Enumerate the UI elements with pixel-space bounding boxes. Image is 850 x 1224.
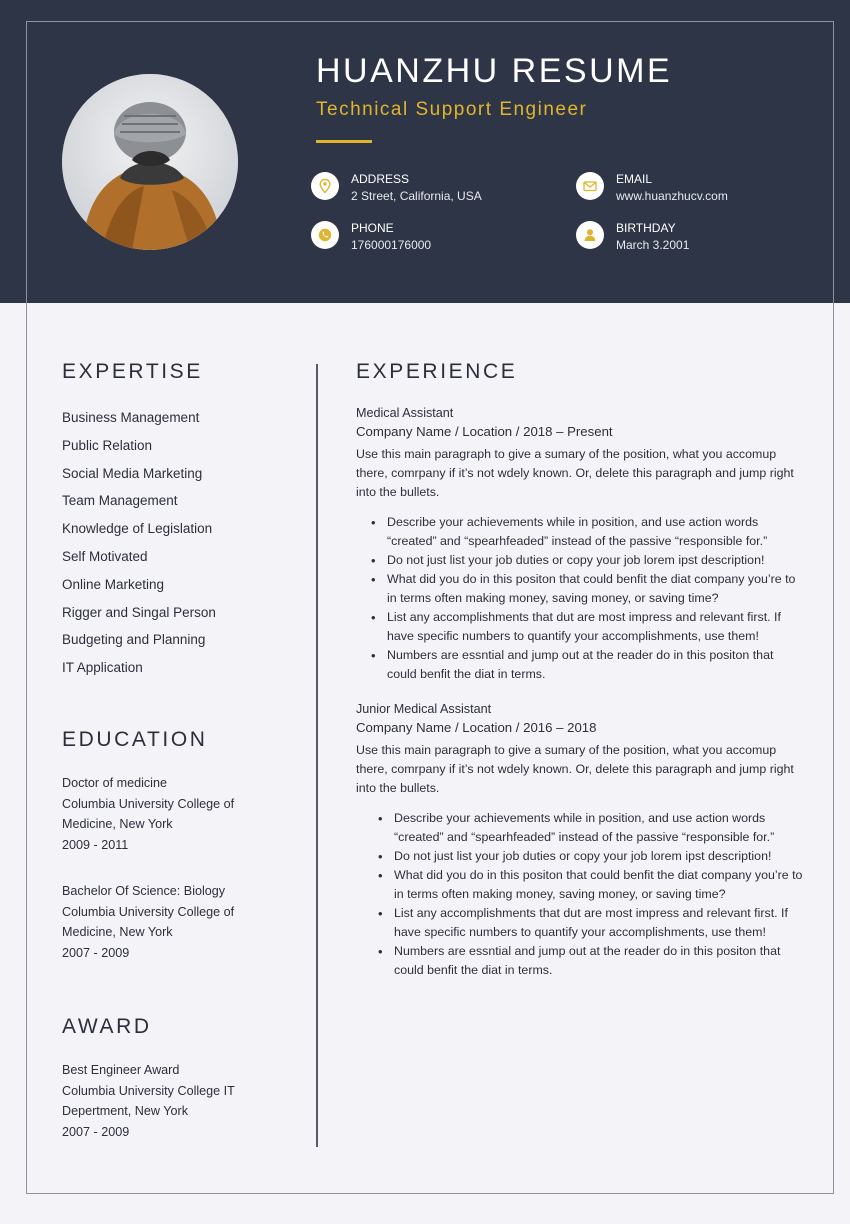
education-school-location: Medicine, New York bbox=[62, 817, 173, 831]
education-entry bbox=[62, 773, 297, 855]
phone-value: 176000176000 bbox=[351, 238, 432, 252]
location-pin-icon bbox=[311, 172, 339, 200]
job-position: Junior Medical Assistant bbox=[356, 702, 492, 716]
award-section bbox=[62, 1015, 297, 1142]
address-label: ADDRESS bbox=[351, 172, 410, 186]
email-value[interactable]: www.huanzhucv.com bbox=[616, 189, 728, 203]
experience-job bbox=[356, 700, 806, 980]
job-bullet: • Do not just list your job duties or copy your job lorem ipst description! bbox=[387, 551, 803, 570]
job-bullets bbox=[387, 513, 803, 684]
job-bullet: • Describe your achievements while in position, and use action words “created” and “spearhfeaded” instead of the passive “responsible for.” bbox=[394, 809, 803, 847]
job-bullet: • What did you do in this positon that could benfit the diat company you’re to in terms often making money, saving money, or saving time? bbox=[387, 570, 803, 608]
email-label: EMAIL bbox=[616, 172, 653, 186]
envelope-icon bbox=[576, 172, 604, 200]
address-value: 2 Street, California, USA bbox=[351, 189, 482, 203]
job-bullet: • Numbers are essntial and jump out at the reader do in this positon that could benfit the diat in terms. bbox=[394, 942, 803, 980]
job-company-line: Company Name / Location / 2018 – Present bbox=[356, 424, 613, 439]
experience-job bbox=[356, 404, 806, 684]
expertise-section bbox=[62, 360, 297, 682]
award-name: Best Engineer Award bbox=[62, 1063, 180, 1077]
education-degree: Bachelor Of Science: Biology bbox=[62, 884, 226, 898]
job-bullet: • What did you do in this positon that could benfit the diat company you’re to in terms often making money, saving money, or saving time? bbox=[394, 866, 803, 904]
expertise-item: Public Relation bbox=[62, 437, 153, 453]
expertise-item: Business Management bbox=[62, 410, 200, 425]
job-bullet: • List any accomplishments that dut are most impress and relevant first. If have specific numbers to quantify your accomplishments, use them! bbox=[387, 608, 803, 646]
education-school-location: Medicine, New York bbox=[62, 925, 173, 939]
experience-heading: EXPERIENCE bbox=[356, 360, 518, 383]
education-years: 2007 - 2009 bbox=[62, 945, 130, 960]
expertise-item: Social Media Marketing bbox=[62, 465, 203, 481]
expertise-list bbox=[62, 404, 297, 682]
job-title: Technical Support Engineer bbox=[316, 99, 588, 120]
award-school: Columbia University College IT bbox=[62, 1083, 235, 1098]
contact-address bbox=[311, 171, 482, 205]
experience-section bbox=[356, 360, 806, 980]
job-bullets bbox=[394, 809, 803, 980]
expertise-item: Team Management bbox=[62, 493, 178, 509]
expertise-item: Online Marketing bbox=[62, 576, 165, 592]
contact-birthday bbox=[576, 220, 689, 254]
person-icon bbox=[576, 221, 604, 249]
job-bullet: • Numbers are essntial and jump out at the reader do in this positon that could benfit the diat in terms. bbox=[387, 646, 803, 684]
job-summary: Use this main paragraph to give a sumary of the position, what you accomup there, comrpany if it’s not wdely known. Or, delete this paragraph and jump right into the bullets. bbox=[356, 743, 794, 795]
education-entry bbox=[62, 881, 297, 963]
education-heading: EDUCATION bbox=[62, 728, 208, 751]
birthday-value: March 3.2001 bbox=[616, 238, 690, 252]
education-school: Columbia University College of bbox=[62, 796, 235, 811]
column-divider bbox=[316, 364, 318, 1147]
title-underline bbox=[316, 140, 372, 143]
job-bullet: • Describe your achievements while in position, and use action words “created” and “spearhfeaded” instead of the passive “responsible for.” bbox=[387, 513, 803, 551]
job-company-line: Company Name / Location / 2016 – 2018 bbox=[356, 720, 597, 735]
job-position: Medical Assistant bbox=[356, 406, 454, 420]
expertise-heading: EXPERTISE bbox=[62, 360, 203, 383]
award-entry bbox=[62, 1060, 297, 1142]
award-heading: AWARD bbox=[62, 1015, 152, 1038]
contact-phone bbox=[311, 220, 431, 254]
phone-icon bbox=[311, 221, 339, 249]
expertise-item: Budgeting and Planning bbox=[62, 632, 206, 648]
job-bullet: • List any accomplishments that dut are most impress and relevant first. If have specific numbers to quantify your accomplishments, use them! bbox=[394, 904, 803, 942]
job-bullet: • Do not just list your job duties or copy your job lorem ipst description! bbox=[394, 847, 803, 866]
resume-name: HUANZHU RESUME bbox=[316, 52, 673, 90]
education-school: Columbia University College of bbox=[62, 904, 235, 919]
award-school-location: Depertment, New York bbox=[62, 1104, 188, 1118]
contact-email bbox=[576, 171, 728, 205]
education-years: 2009 - 2011 bbox=[62, 837, 129, 852]
award-years: 2007 - 2009 bbox=[62, 1124, 130, 1139]
expertise-item: Rigger and Singal Person bbox=[62, 604, 216, 620]
birthday-label: BIRTHDAY bbox=[616, 221, 676, 235]
education-section bbox=[62, 728, 297, 963]
job-summary: Use this main paragraph to give a sumary of the position, what you accomup there, comrpany if it’s not wdely known. Or, delete this paragraph and jump right into the bullets. bbox=[356, 447, 794, 499]
education-degree: Doctor of medicine bbox=[62, 776, 167, 790]
expertise-item: IT Application bbox=[62, 660, 143, 676]
expertise-item: Self Motivated bbox=[62, 548, 148, 564]
phone-label: PHONE bbox=[351, 221, 394, 235]
profile-photo bbox=[62, 74, 238, 250]
expertise-item: Knowledge of Legislation bbox=[62, 521, 213, 537]
